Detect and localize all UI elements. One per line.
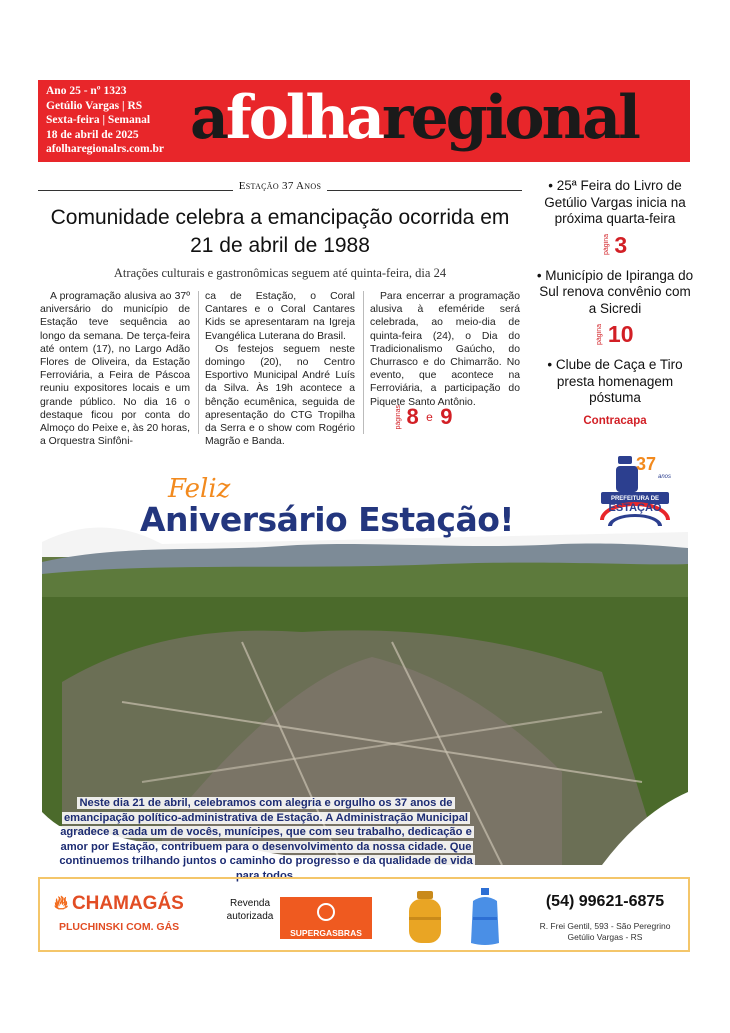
ad-phone[interactable]: (54) 99621-6875 [545,893,665,910]
back-page-ref[interactable]: Contracapa [583,414,647,427]
anniversary-message [46,796,486,883]
teaser-item[interactable]: • 25ª Feira do Livro de Getúlio Vargas inicia na próxima quarta-feira [544,178,686,226]
logo-line1: PREFEITURA DE [610,496,660,502]
ad-address-line1: R. Frei Gentil, 593 - São Peregrino [539,921,671,931]
teaser-page-ref[interactable] [535,232,695,260]
article-column-3 [370,290,520,409]
ad-company-name: PLUCHINSKI COM. GÁS [59,921,180,933]
title-a: a [190,83,226,153]
page-reference[interactable] [395,404,453,440]
page-label: página [596,323,604,346]
gas-cylinder-icon [405,889,445,947]
ad-brand-name: CHAMAGÁS [71,893,184,914]
newspaper-title [190,76,638,160]
supergasbras-logo [280,897,372,939]
article-paragraph: Os festejos seguem neste domingo (20), no Centro Esportivo Municipal André Luís da Silva. Às 19h acontece a bênção ecumênica, seguida de apresentação do CTG Tropilha da Serra e o show com Rogério Magrão e Banda. [205,343,355,448]
frequency: Sexta-feira | Semanal [46,114,151,126]
article-paragraph: ca de Estação, o Coral Cantares e o Coral Cantares Kids se apresentaram na Igreja Evangélica Luterana do Brasil. [205,291,355,342]
ad-brand [54,893,184,915]
section-label-text: Estação 37 Anos [233,180,327,192]
anniversary-message-text: Neste dia 21 de abril, celebramos com alegria e orgulho os 37 anos de emancipação político-administrativa de Estação. A Administração Municipal agradece a cada um de vocês, munícipes, que com seu trabalho, dedicação e amor por Estação, contribuem para o desenvolvimento da nossa cidade. Que continuemos trilhando juntos o caminho do progresso e da qualidade de vida para todos. [59,797,473,882]
ad-address-line2: Getúlio Vargas - RS [567,932,643,942]
logo-anos: anos [658,474,672,480]
title-folha: folha [225,83,383,153]
teaser-item[interactable]: • Município de Ipiranga do Sul renova convênio com a Sicredi [536,267,694,316]
column-divider [198,291,199,434]
page-number: 3 [614,231,628,258]
supergasbras-icon [317,903,335,921]
issue-date: 18 de abril de 2025 [46,128,139,141]
masthead [38,80,690,162]
pages-conjunction: e [426,410,433,424]
article-paragraph: A programação alusiva ao 37º aniversário do município de Estação teve sequência ao longo da semana. De terça-feira até ontem (17), no Largo Adão Flores de Oliveira, da Estação Ferroviária, a Feira de Páscoa reuniu expositores locais e um grande público. No dia 16 o destaque ficou por conta do Almoço do Peixe e, às 20 horas, a Orquestra Sinfôni- [40,291,190,448]
flame-icon: 🔥︎ [54,893,68,914]
hero-title: Aniversário Estação! [140,500,514,539]
page-number: 8 [406,404,419,429]
page-number: 9 [440,404,453,429]
title-regional: regional [382,83,638,153]
pages-label: páginas [395,404,402,430]
water-jug-icon [468,887,502,947]
sidebar-teasers [535,178,695,427]
page-label: página [602,234,610,256]
teaser-page-ref[interactable] [535,321,695,349]
teaser-item[interactable]: • Clube de Caça e Tiro presta homenagem póstuma [547,357,683,405]
prefeitura-logo-emblem [596,454,674,534]
ad-address [530,921,680,943]
article-column-2 [205,290,355,448]
advertisement-banner[interactable] [38,877,690,952]
section-label [38,180,522,192]
headline[interactable]: Comunidade celebra a emancipação ocorrida em 21 de abril de 1988 [50,206,510,257]
city: Getúlio Vargas | RS [46,99,143,112]
logo-line2: ESTAÇÃO [608,502,662,514]
article-column-1 [40,290,190,448]
masthead-info [46,84,206,157]
website-link[interactable]: afolharegionalrs.com.br [46,143,164,155]
logo-37: 37 [636,454,657,474]
hero-feliz-text: Feliz [168,474,231,504]
column-divider [363,291,364,434]
ad-authorized-dealer: Revenda autorizada [226,898,274,922]
page-number: 10 [607,321,634,347]
prefeitura-logo [596,454,674,534]
article-paragraph: Para encerrar a programação alusiva à efeméride será celebrada, ao meio-dia de quinta-feira (24), o Dia do Tradicionalismo Gaúcho, do Churrasco e do Chimarrão. No evento, que acontece na Ferroviária, a participação do Piquete Santo Antônio. [370,291,520,408]
issue-number: Ano 25 - nº 1323 [46,85,127,97]
supergasbras-logo-text: SUPERGASBRAS [290,928,362,938]
subheadline: Atrações culturais e gastronômicas seguem até quinta-feira, dia 24 [113,266,447,280]
